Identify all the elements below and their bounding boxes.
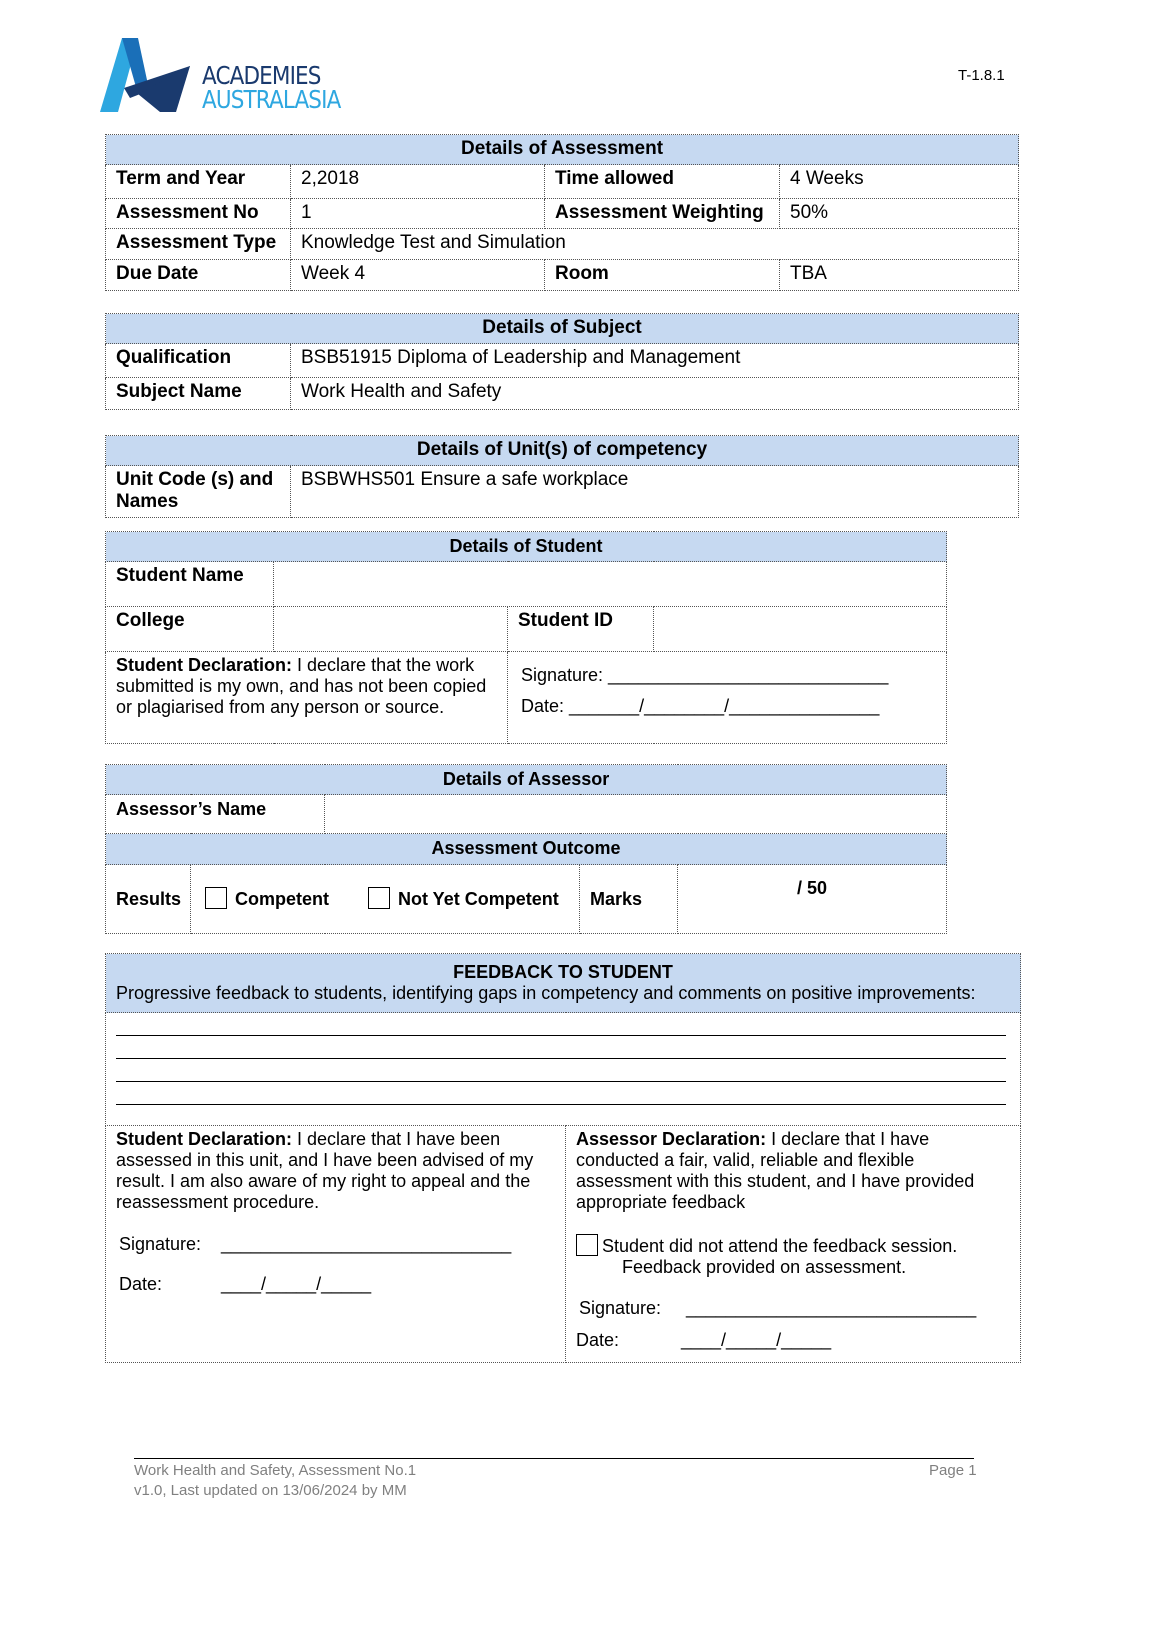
assessment-weighting-label: Assessment Weighting [545, 199, 780, 229]
assessment-type-value: Knowledge Test and Simulation [291, 229, 1019, 260]
unit-details-table [105, 435, 1019, 518]
footer-subject: Work Health and Safety, Assessment No.1 [134, 1462, 417, 1479]
student-details-table [105, 531, 947, 744]
room-label: Room [545, 260, 780, 291]
subject-name-label: Subject Name [106, 378, 291, 410]
not-attended-checkbox[interactable] [576, 1234, 598, 1256]
subject-name-value: Work Health and Safety [291, 378, 1019, 410]
assessor-name-field[interactable] [325, 795, 947, 834]
assessment-no-label: Assessment No [106, 199, 291, 229]
college-label: College [106, 607, 274, 652]
logo-text-australasia: AUSTRALASIA [202, 85, 341, 114]
results-label: Results [106, 865, 191, 934]
assessor-details-title: Details of Assessor [106, 765, 947, 795]
student-name-label: Student Name [106, 562, 274, 607]
assessor-feedback-declaration-text: I declare that I have conducted a fair, valid, reliable and flexible assessment with this student, and I have provided appropriate feedback [576, 1129, 975, 1212]
student-declaration-heading: Student Declaration: [116, 655, 293, 675]
assessor-name-label: Assessor’s Name [106, 795, 325, 834]
student-details-title: Details of Student [106, 532, 947, 562]
student-signature-line[interactable]: Signature: ____________________________ [521, 665, 889, 685]
time-allowed-value: 4 Weeks [780, 165, 1019, 199]
feedback-line[interactable] [116, 1034, 1006, 1036]
student-feedback-signature-line[interactable]: _____________________________ [221, 1234, 512, 1254]
term-year-value: 2,2018 [291, 165, 545, 199]
footer-version: v1.0, Last updated on 13/06/2024 by MM [134, 1482, 407, 1499]
feedback-header [106, 954, 1021, 1013]
unit-code-label: Unit Code (s) and Names [106, 466, 291, 518]
feedback-table [105, 953, 1021, 1363]
academies-australasia-logo-icon [94, 36, 194, 116]
unit-code-value: BSBWHS501 Ensure a safe workplace [291, 466, 1019, 518]
assessment-details-title: Details of Assessment [106, 135, 1019, 165]
footer-page-number: Page 1 [929, 1462, 977, 1479]
marks-value: / 50 [797, 878, 828, 898]
term-year-label: Term and Year [106, 165, 291, 199]
not-attended-option [576, 1234, 957, 1278]
not-attended-label-1: Student did not attend the feedback session. [602, 1236, 958, 1256]
feedback-line[interactable] [116, 1057, 1006, 1059]
feedback-title: FEEDBACK TO STUDENT [453, 962, 673, 982]
student-id-label: Student ID [508, 607, 654, 652]
assessment-no-value: 1 [291, 199, 545, 229]
student-signature-block [508, 652, 947, 744]
feedback-line[interactable] [116, 1103, 1006, 1105]
room-value: TBA [780, 260, 1019, 291]
due-date-value: Week 4 [291, 260, 545, 291]
assessor-feedback-signature-line[interactable]: _____________________________ [686, 1298, 977, 1318]
student-feedback-declaration-heading: Student Declaration: [116, 1129, 293, 1149]
college-field[interactable] [274, 607, 508, 652]
feedback-lines[interactable] [106, 1013, 1021, 1126]
qualification-label: Qualification [106, 344, 291, 378]
subject-details-table [105, 313, 1019, 410]
logo-text-academies: ACADEMIES [202, 61, 321, 90]
marks-label: Marks [580, 865, 678, 934]
student-feedback-date-line[interactable]: ____/_____/_____ [221, 1274, 372, 1294]
student-id-field[interactable] [654, 607, 947, 652]
due-date-label: Due Date [106, 260, 291, 291]
assessor-feedback-date-label: Date: [576, 1330, 620, 1350]
competent-label: Competent [235, 889, 329, 909]
competent-checkbox[interactable] [205, 887, 227, 909]
footer-divider [134, 1458, 974, 1459]
student-declaration [106, 652, 508, 744]
student-feedback-date-label: Date: [119, 1274, 163, 1294]
assessment-details-table [105, 134, 1019, 291]
assessment-weighting-value: 50% [780, 199, 1019, 229]
qualification-value: BSB51915 Diploma of Leadership and Management [291, 344, 1019, 378]
student-feedback-declaration [106, 1126, 566, 1363]
student-date-line[interactable]: Date: _______/________/_______________ [521, 696, 880, 716]
logo [94, 36, 354, 116]
student-feedback-signature-label: Signature: [119, 1234, 202, 1254]
assessor-feedback-declaration-heading: Assessor Declaration: [576, 1129, 767, 1149]
assessor-feedback-signature-label: Signature: [579, 1298, 662, 1318]
marks-field[interactable] [678, 865, 947, 934]
student-declaration-text: I declare that the work submitted is my own, and has not been copied or plagiarised from any person or source. [116, 655, 487, 717]
assessor-feedback-date-line[interactable]: ____/_____/_____ [681, 1330, 832, 1350]
assessor-feedback-declaration [566, 1126, 1021, 1363]
feedback-line[interactable] [116, 1080, 1006, 1082]
not-yet-competent-label: Not Yet Competent [398, 889, 559, 909]
not-yet-competent-checkbox[interactable] [368, 887, 390, 909]
feedback-subtitle: Progressive feedback to students, identifying gaps in competency and comments on positive improvements: [116, 983, 976, 1003]
assessor-details-table [105, 764, 947, 934]
document-code: T-1.8.1 [958, 67, 1005, 84]
time-allowed-label: Time allowed [545, 165, 780, 199]
not-attended-label-2: Feedback provided on assessment. [622, 1257, 907, 1277]
results-options [191, 865, 580, 934]
unit-details-title: Details of Unit(s) of competency [106, 436, 1019, 466]
assessment-type-label: Assessment Type [106, 229, 291, 260]
student-feedback-declaration-text: I declare that I have been assessed in this unit, and I have been advised of my result. I am also aware of my right to appeal and the reassessment procedure. [116, 1129, 534, 1212]
assessment-outcome-title: Assessment Outcome [106, 834, 947, 865]
subject-details-title: Details of Subject [106, 314, 1019, 344]
student-name-field[interactable] [274, 562, 947, 607]
